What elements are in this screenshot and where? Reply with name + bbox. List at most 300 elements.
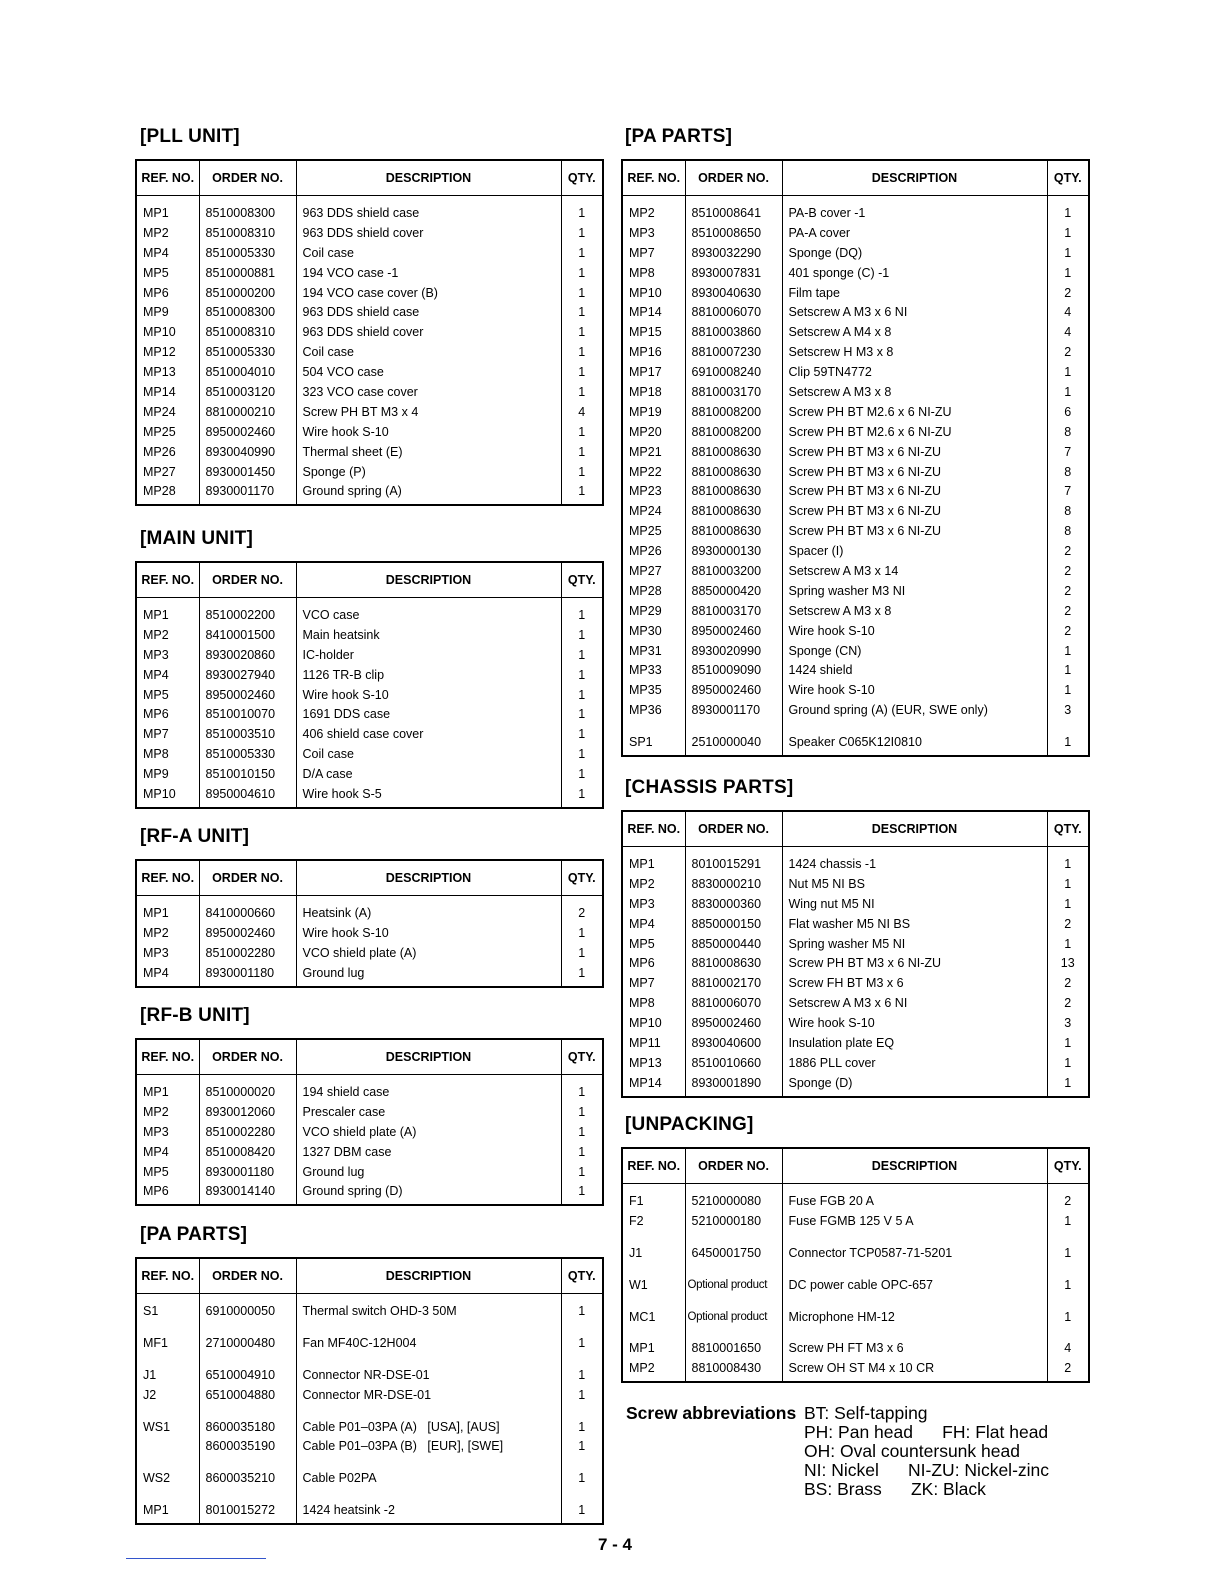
order-no-cell: 8950002460 bbox=[199, 685, 296, 705]
description-cell: Wire hook S-10 bbox=[296, 923, 561, 943]
order-no-cell: 5210000080 bbox=[685, 1184, 782, 1211]
description-cell: Setscrew A M3 x 6 NI bbox=[782, 993, 1047, 1013]
description-cell: Screw OH ST M4 x 10 CR bbox=[782, 1358, 1047, 1382]
order-no-cell: 8510008650 bbox=[685, 223, 782, 243]
table-row bbox=[136, 422, 603, 442]
ref-no-cell: MP21 bbox=[629, 444, 662, 459]
order-no-cell: 8930001180 bbox=[199, 963, 296, 987]
description-cell: 1691 DDS case bbox=[296, 704, 561, 724]
qty-cell: 2 bbox=[1047, 541, 1089, 561]
column-header-qty: QTY. bbox=[561, 562, 603, 598]
qty-cell: 1 bbox=[1047, 1053, 1089, 1073]
description-cell: Nut M5 NI BS bbox=[782, 874, 1047, 894]
ref-no-cell: MP5 bbox=[143, 265, 169, 280]
description-cell: VCO shield plate (A) bbox=[296, 1122, 561, 1142]
divider bbox=[126, 1558, 266, 1559]
column-header-desc: DESCRIPTION bbox=[296, 1258, 561, 1294]
table-row bbox=[622, 1358, 1089, 1382]
ref-no-cell: MP3 bbox=[143, 647, 169, 662]
description-cell: D/A case bbox=[296, 764, 561, 784]
qty-cell: 1 bbox=[561, 1181, 603, 1205]
description-cell: Connector TCP0587-71-5201 bbox=[782, 1231, 1047, 1263]
order-no-cell: 8930001170 bbox=[685, 700, 782, 720]
ref-no-cell: MP18 bbox=[629, 384, 662, 399]
ref-no-cell: MP9 bbox=[143, 767, 169, 782]
table-row bbox=[622, 680, 1089, 700]
order-no-cell: 8930001890 bbox=[685, 1073, 782, 1097]
order-no-cell: 8810008200 bbox=[685, 422, 782, 442]
ref-no-cell: MP11 bbox=[629, 1035, 661, 1050]
table-row bbox=[622, 621, 1089, 641]
description-cell: 963 DDS shield case bbox=[296, 196, 561, 223]
qty-cell: 1 bbox=[561, 1405, 603, 1437]
description-cell: 401 sponge (C) -1 bbox=[782, 263, 1047, 283]
ref-no-cell: WS2 bbox=[143, 1471, 171, 1486]
qty-cell: 3 bbox=[1047, 1013, 1089, 1033]
qty-cell: 1 bbox=[561, 1162, 603, 1182]
qty-cell: 1 bbox=[561, 382, 603, 402]
pa-parts-right-table bbox=[621, 159, 1090, 757]
table-row bbox=[136, 1181, 603, 1205]
qty-cell: 1 bbox=[561, 481, 603, 505]
ref-no-cell: MP4 bbox=[143, 965, 169, 980]
ref-no-cell: WS1 bbox=[143, 1419, 171, 1434]
ref-no-cell: MP8 bbox=[629, 265, 655, 280]
ref-no-cell: MP3 bbox=[629, 896, 655, 911]
description-cell: 1126 TR-B clip bbox=[296, 665, 561, 685]
order-no-cell: 8810008630 bbox=[685, 953, 782, 973]
order-no-cell: 8810008200 bbox=[685, 402, 782, 422]
description-cell: 323 VCO case cover bbox=[296, 382, 561, 402]
description-cell: Cable P02PA bbox=[296, 1456, 561, 1488]
table-header-row bbox=[136, 860, 603, 896]
qty-cell: 2 bbox=[1047, 561, 1089, 581]
table-header-row bbox=[622, 811, 1089, 847]
table-header-row bbox=[136, 562, 603, 598]
order-no-cell: 8810003170 bbox=[685, 601, 782, 621]
description-cell: 194 shield case bbox=[296, 1075, 561, 1102]
ref-no-cell: MP1 bbox=[143, 1503, 169, 1518]
table-row bbox=[622, 874, 1089, 894]
qty-cell: 1 bbox=[561, 1436, 603, 1456]
description-cell: Coil case bbox=[296, 342, 561, 362]
description-cell: Cable P01–03PA (A) [USA], [AUS] bbox=[296, 1405, 561, 1437]
column-header-desc: DESCRIPTION bbox=[782, 811, 1047, 847]
description-cell: Spring washer M5 NI bbox=[782, 934, 1047, 954]
column-header-order: ORDER NO. bbox=[199, 1039, 296, 1075]
ref-no-cell: MP1 bbox=[629, 1341, 655, 1356]
ref-no-cell: MP2 bbox=[629, 876, 655, 891]
order-no-cell: 8510004010 bbox=[199, 362, 296, 382]
column-header-qty: QTY. bbox=[561, 160, 603, 196]
ref-no-cell: MP13 bbox=[143, 365, 176, 380]
description-cell: Screw PH BT M3 x 6 NI-ZU bbox=[782, 442, 1047, 462]
table-row bbox=[136, 196, 603, 223]
table-row bbox=[622, 1053, 1089, 1073]
ref-no-cell: MP25 bbox=[143, 424, 176, 439]
qty-cell: 1 bbox=[561, 223, 603, 243]
ref-no-cell: MP2 bbox=[143, 925, 169, 940]
ref-no-cell: MC1 bbox=[629, 1309, 656, 1324]
order-no-cell: 8930001170 bbox=[199, 481, 296, 505]
table-row bbox=[622, 342, 1089, 362]
table-row bbox=[622, 601, 1089, 621]
description-cell: Microphone HM-12 bbox=[782, 1295, 1047, 1327]
order-no-cell: 8510008300 bbox=[199, 196, 296, 223]
order-no-cell: 8810006070 bbox=[685, 302, 782, 322]
description-cell: Film tape bbox=[782, 283, 1047, 303]
order-no-cell: 8930001180 bbox=[199, 1162, 296, 1182]
column-header-qty: QTY. bbox=[561, 860, 603, 896]
column-header-desc: DESCRIPTION bbox=[296, 860, 561, 896]
order-no-cell: 2710000480 bbox=[199, 1321, 296, 1353]
description-cell: IC-holder bbox=[296, 645, 561, 665]
qty-cell: 1 bbox=[1047, 934, 1089, 954]
ref-no-cell: MP20 bbox=[629, 424, 662, 439]
qty-cell: 4 bbox=[1047, 1326, 1089, 1358]
ref-no-cell: MP1 bbox=[629, 856, 655, 871]
table-row bbox=[622, 1073, 1089, 1097]
table-row bbox=[622, 442, 1089, 462]
description-cell: Screw PH BT M2.6 x 6 NI-ZU bbox=[782, 422, 1047, 442]
rfb-unit-title: [RF-B UNIT] bbox=[140, 1005, 250, 1026]
order-no-cell: 8930001450 bbox=[199, 462, 296, 482]
order-no-cell: 8810003860 bbox=[685, 322, 782, 342]
table-row bbox=[136, 322, 603, 342]
ref-no-cell: MP31 bbox=[629, 643, 662, 658]
qty-cell: 1 bbox=[561, 963, 603, 987]
description-cell: Sponge (CN) bbox=[782, 641, 1047, 661]
order-no-cell: 8600035210 bbox=[199, 1456, 296, 1488]
qty-cell: 1 bbox=[561, 1353, 603, 1385]
ref-no-cell: MP3 bbox=[629, 225, 655, 240]
abbreviation-line: OH: Oval countersunk head bbox=[804, 1441, 1020, 1461]
ref-no-cell: MP28 bbox=[143, 484, 176, 499]
column-header-desc: DESCRIPTION bbox=[782, 160, 1047, 196]
description-cell: DC power cable OPC-657 bbox=[782, 1263, 1047, 1295]
order-no-cell: 8950002460 bbox=[199, 923, 296, 943]
table-row bbox=[622, 382, 1089, 402]
order-no-cell: 8510008310 bbox=[199, 223, 296, 243]
description-cell: Setscrew A M3 x 6 NI bbox=[782, 302, 1047, 322]
ref-no-cell: MP2 bbox=[629, 205, 655, 220]
ref-no-cell: MP6 bbox=[629, 956, 655, 971]
chassis-parts-table bbox=[621, 810, 1090, 1098]
table-row bbox=[136, 598, 603, 625]
table-header-row bbox=[136, 1258, 603, 1294]
order-no-cell: 8510003120 bbox=[199, 382, 296, 402]
table-row bbox=[136, 302, 603, 322]
ref-no-cell: MP1 bbox=[143, 1084, 169, 1099]
column-header-order: ORDER NO. bbox=[199, 1258, 296, 1294]
order-no-cell: 8810003200 bbox=[685, 561, 782, 581]
qty-cell: 3 bbox=[1047, 700, 1089, 720]
qty-cell: 1 bbox=[1047, 894, 1089, 914]
table-row bbox=[136, 1353, 603, 1385]
order-no-cell: 8510009090 bbox=[685, 660, 782, 680]
order-no-cell: 8810008630 bbox=[685, 501, 782, 521]
table-row bbox=[622, 1326, 1089, 1358]
table-row bbox=[136, 923, 603, 943]
table-row bbox=[136, 1488, 603, 1524]
qty-cell: 6 bbox=[1047, 402, 1089, 422]
ref-no-cell: MP10 bbox=[143, 786, 176, 801]
qty-cell: 1 bbox=[561, 1142, 603, 1162]
table-row bbox=[136, 784, 603, 808]
order-no-cell: 8510008641 bbox=[685, 196, 782, 223]
ref-no-cell: MP3 bbox=[143, 1124, 169, 1139]
qty-cell: 2 bbox=[1047, 342, 1089, 362]
ref-no-cell: MP16 bbox=[629, 345, 662, 360]
description-cell: Sponge (P) bbox=[296, 462, 561, 482]
table-row bbox=[136, 896, 603, 923]
table-row bbox=[136, 283, 603, 303]
ref-no-cell: MP14 bbox=[629, 305, 662, 320]
ref-no-cell: MP13 bbox=[629, 1055, 662, 1070]
column-header-qty: QTY. bbox=[1047, 160, 1089, 196]
ref-no-cell: W1 bbox=[629, 1277, 648, 1292]
description-cell: 1424 shield bbox=[782, 660, 1047, 680]
page-number: 7 - 4 bbox=[598, 1535, 633, 1554]
ref-no-cell: MP25 bbox=[629, 524, 662, 539]
table-row bbox=[136, 764, 603, 784]
table-row bbox=[622, 362, 1089, 382]
order-no-cell: 8410000660 bbox=[199, 896, 296, 923]
order-no-cell: 8930040630 bbox=[685, 283, 782, 303]
description-cell: PA-B cover -1 bbox=[782, 196, 1047, 223]
qty-cell: 2 bbox=[1047, 621, 1089, 641]
pll-unit-title: [PLL UNIT] bbox=[140, 126, 240, 147]
qty-cell: 2 bbox=[1047, 993, 1089, 1013]
qty-cell: 1 bbox=[561, 263, 603, 283]
ref-no-cell: MP17 bbox=[629, 365, 662, 380]
description-cell: Screw PH BT M3 x 6 NI-ZU bbox=[782, 953, 1047, 973]
table-row bbox=[136, 462, 603, 482]
ref-no-cell: MP26 bbox=[629, 544, 662, 559]
qty-cell: 1 bbox=[1047, 223, 1089, 243]
ref-no-cell bbox=[136, 1436, 199, 1456]
order-no-cell: 8810008630 bbox=[685, 521, 782, 541]
qty-cell: 1 bbox=[561, 302, 603, 322]
qty-cell: 1 bbox=[561, 625, 603, 645]
ref-no-cell: J1 bbox=[629, 1245, 643, 1260]
ref-no-cell: J2 bbox=[143, 1387, 157, 1402]
table-row bbox=[136, 645, 603, 665]
ref-no-cell: MP4 bbox=[143, 1144, 169, 1159]
order-no-cell: 8510003510 bbox=[199, 724, 296, 744]
table-row bbox=[136, 1294, 603, 1321]
order-no-cell: 8510010660 bbox=[685, 1053, 782, 1073]
table-row bbox=[622, 283, 1089, 303]
order-no-cell: 8810008630 bbox=[685, 481, 782, 501]
column-header-ref: REF. NO. bbox=[622, 1148, 685, 1184]
description-cell: Screw FH BT M3 x 6 bbox=[782, 973, 1047, 993]
ref-no-cell: MP19 bbox=[629, 404, 662, 419]
order-no-cell: 8510008300 bbox=[199, 302, 296, 322]
order-no-cell: 6450001750 bbox=[685, 1231, 782, 1263]
description-cell: Ground spring (A) bbox=[296, 481, 561, 505]
ref-no-cell: MP14 bbox=[143, 384, 176, 399]
qty-cell: 1 bbox=[1047, 680, 1089, 700]
ref-no-cell: MP26 bbox=[143, 444, 176, 459]
order-no-cell: 8510005330 bbox=[199, 342, 296, 362]
order-no-cell: 6910008240 bbox=[685, 362, 782, 382]
table-header-row bbox=[136, 160, 603, 196]
pa-parts-left-title: [PA PARTS] bbox=[140, 1224, 248, 1245]
table-row bbox=[136, 943, 603, 963]
column-header-ref: REF. NO. bbox=[622, 160, 685, 196]
description-cell: Clip 59TN4772 bbox=[782, 362, 1047, 382]
ref-no-cell: MP4 bbox=[629, 916, 655, 931]
qty-cell: 4 bbox=[1047, 322, 1089, 342]
description-cell: 406 shield case cover bbox=[296, 724, 561, 744]
description-cell: Screw PH BT M3 x 4 bbox=[296, 402, 561, 422]
table-row bbox=[136, 1122, 603, 1142]
qty-cell: 1 bbox=[561, 665, 603, 685]
table-row bbox=[622, 223, 1089, 243]
qty-cell: 1 bbox=[561, 645, 603, 665]
qty-cell: 1 bbox=[561, 943, 603, 963]
qty-cell: 8 bbox=[1047, 521, 1089, 541]
order-no-cell: 8850000440 bbox=[685, 934, 782, 954]
description-cell: Sponge (DQ) bbox=[782, 243, 1047, 263]
description-cell: Setscrew A M3 x 8 bbox=[782, 601, 1047, 621]
table-row bbox=[622, 953, 1089, 973]
description-cell: 1424 heatsink -2 bbox=[296, 1488, 561, 1524]
column-header-desc: DESCRIPTION bbox=[782, 1148, 1047, 1184]
qty-cell: 1 bbox=[1047, 196, 1089, 223]
ref-no-cell: MP2 bbox=[629, 1361, 655, 1376]
qty-cell: 1 bbox=[561, 1385, 603, 1405]
description-cell: Setscrew A M3 x 8 bbox=[782, 382, 1047, 402]
description-cell: Screw PH BT M2.6 x 6 NI-ZU bbox=[782, 402, 1047, 422]
ref-no-cell: MP27 bbox=[143, 464, 176, 479]
order-no-cell: 8950002460 bbox=[685, 680, 782, 700]
ref-no-cell: MP6 bbox=[143, 707, 169, 722]
order-no-cell: 8510002280 bbox=[199, 943, 296, 963]
rfa-unit-title: [RF-A UNIT] bbox=[140, 826, 250, 847]
table-row bbox=[622, 402, 1089, 422]
description-cell: Main heatsink bbox=[296, 625, 561, 645]
abbreviation-line: NI: Nickel NI-ZU: Nickel-zinc bbox=[804, 1460, 1050, 1480]
ref-no-cell: MP24 bbox=[629, 504, 662, 519]
order-no-cell: 8930000130 bbox=[685, 541, 782, 561]
ref-no-cell: MP5 bbox=[143, 687, 169, 702]
qty-cell: 1 bbox=[561, 442, 603, 462]
ref-no-cell: MP6 bbox=[143, 285, 169, 300]
description-cell: Ground lug bbox=[296, 963, 561, 987]
order-no-cell: 8010015272 bbox=[199, 1488, 296, 1524]
table-row bbox=[136, 243, 603, 263]
description-cell: Wing nut M5 NI bbox=[782, 894, 1047, 914]
table-row bbox=[136, 1142, 603, 1162]
qty-cell: 1 bbox=[1047, 1295, 1089, 1327]
table-row bbox=[622, 700, 1089, 720]
order-no-cell: 8410001500 bbox=[199, 625, 296, 645]
column-header-ref: REF. NO. bbox=[136, 562, 199, 598]
qty-cell: 1 bbox=[561, 362, 603, 382]
qty-cell: 2 bbox=[1047, 973, 1089, 993]
column-header-order: ORDER NO. bbox=[685, 811, 782, 847]
table-row bbox=[622, 581, 1089, 601]
ref-no-cell: MF1 bbox=[143, 1335, 168, 1350]
pa-parts-left-table bbox=[135, 1257, 604, 1525]
column-header-ref: REF. NO. bbox=[136, 1039, 199, 1075]
qty-cell: 8 bbox=[1047, 422, 1089, 442]
ref-no-cell: MP7 bbox=[629, 245, 655, 260]
ref-no-cell: MP3 bbox=[143, 945, 169, 960]
ref-no-cell: MP9 bbox=[143, 305, 169, 320]
order-no-cell: 8810001650 bbox=[685, 1326, 782, 1358]
order-no-cell: 8010015291 bbox=[685, 847, 782, 874]
ref-no-cell: MP12 bbox=[143, 345, 176, 360]
column-header-ref: REF. NO. bbox=[136, 1258, 199, 1294]
qty-cell: 1 bbox=[561, 1075, 603, 1102]
order-no-cell: 8830000360 bbox=[685, 894, 782, 914]
description-cell: Insulation plate EQ bbox=[782, 1033, 1047, 1053]
ref-no-cell: MP1 bbox=[143, 905, 169, 920]
order-no-cell: 8510000200 bbox=[199, 283, 296, 303]
qty-cell: 2 bbox=[1047, 1358, 1089, 1382]
ref-no-cell: MP4 bbox=[143, 667, 169, 682]
pa-parts-right-title: [PA PARTS] bbox=[625, 126, 733, 147]
qty-cell: 1 bbox=[1047, 1073, 1089, 1097]
order-no-cell: 5210000180 bbox=[685, 1211, 782, 1231]
table-row bbox=[622, 302, 1089, 322]
description-cell: 504 VCO case bbox=[296, 362, 561, 382]
qty-cell: 1 bbox=[1047, 1211, 1089, 1231]
description-cell: Ground spring (A) (EUR, SWE only) bbox=[782, 700, 1047, 720]
order-no-cell: Optional product bbox=[685, 1295, 782, 1327]
qty-cell: 1 bbox=[561, 322, 603, 342]
order-no-cell: 8950004610 bbox=[199, 784, 296, 808]
qty-cell: 1 bbox=[1047, 847, 1089, 874]
description-cell: 963 DDS shield cover bbox=[296, 322, 561, 342]
pll-unit-table bbox=[135, 159, 604, 506]
ref-no-cell: MP29 bbox=[629, 603, 662, 618]
qty-cell: 1 bbox=[1047, 1263, 1089, 1295]
description-cell: Connector NR-DSE-01 bbox=[296, 1353, 561, 1385]
table-row bbox=[622, 263, 1089, 283]
qty-cell: 4 bbox=[561, 402, 603, 422]
table-row bbox=[622, 847, 1089, 874]
description-cell: Coil case bbox=[296, 744, 561, 764]
table-row bbox=[622, 1211, 1089, 1231]
order-no-cell: 8600035190 bbox=[199, 1436, 296, 1456]
order-no-cell: 8600035180 bbox=[199, 1405, 296, 1437]
abbreviation-line: BS: Brass ZK: Black bbox=[804, 1479, 986, 1499]
description-cell: Connector MR-DSE-01 bbox=[296, 1385, 561, 1405]
table-row bbox=[136, 1162, 603, 1182]
table-row bbox=[136, 963, 603, 987]
column-header-order: ORDER NO. bbox=[199, 562, 296, 598]
abbreviation-line: BT: Self-tapping bbox=[804, 1403, 928, 1423]
description-cell: 1886 PLL cover bbox=[782, 1053, 1047, 1073]
order-no-cell: 8510005330 bbox=[199, 243, 296, 263]
qty-cell: 7 bbox=[1047, 481, 1089, 501]
ref-no-cell: MP2 bbox=[143, 1104, 169, 1119]
qty-cell: 1 bbox=[561, 923, 603, 943]
column-header-order: ORDER NO. bbox=[199, 160, 296, 196]
qty-cell: 1 bbox=[1047, 660, 1089, 680]
table-row bbox=[622, 1013, 1089, 1033]
table-row bbox=[136, 342, 603, 362]
column-header-order: ORDER NO. bbox=[685, 160, 782, 196]
order-no-cell: 8830000210 bbox=[685, 874, 782, 894]
main-unit-title: [MAIN UNIT] bbox=[140, 528, 254, 549]
qty-cell: 1 bbox=[561, 1321, 603, 1353]
order-no-cell: 8850000420 bbox=[685, 581, 782, 601]
